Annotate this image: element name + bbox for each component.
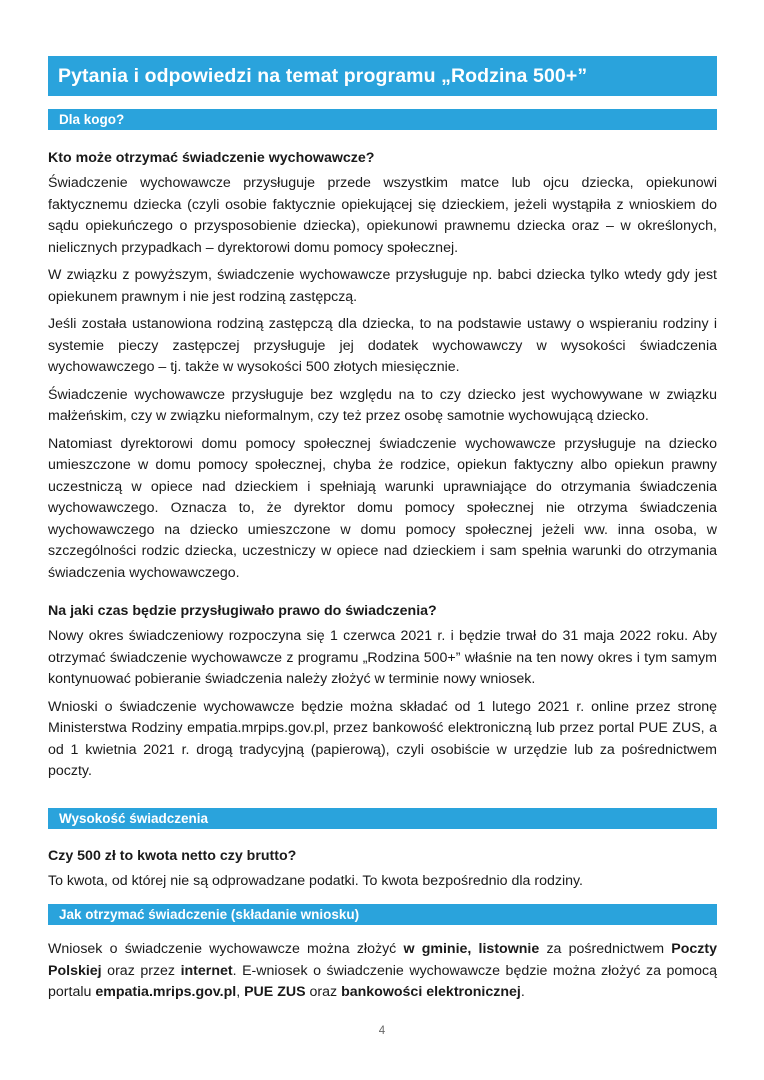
section-heading-who: Dla kogo? [48,109,717,130]
paragraph: Natomiast dyrektorowi domu pomocy społecznej świadczenie wychowawcze przysługuje na dziecko umieszczone w domu pomocy społecznej, chyba że rodzice, opiekun faktyczny albo opiekun prawny uczestniczą w opiece nad dzieckiem i spełniają warunki uprawniające do otrzymania świadczenia wychowawczego. Oznacza to, że dyrektor domu pomocy społecznej nie otrzyma świadczenia wychowawczego na dziecko umieszczone w domu pomocy społecznej jeżeli ww. inna osoba, w szczególności rodzic dziecka, uczestniczy w opiece nad dzieckiem i sam spełnia warunki do otrzymania świadczenia wychowawczego. [48,435,717,581]
bold-text: internet [180,962,233,979]
bold-text: PUE ZUS [244,984,306,1000]
question-who-eligible: Kto może otrzymać świadczenie wychowawcze? [48,150,375,166]
paragraph: Jeśli została ustanowiona rodziną zastępczą dla dziecka, to na podstawie ustawy o wspieraniu rodziny i systemie pieczy zastępczej przysługuje jej dodatek wychowawczy w wysokości świadczenia wychowawczego – tj. także w wysokości 500 złotych miesięcznie. [48,316,717,375]
paragraph-apply [48,939,717,1004]
text-span: . E-wniosek o świadczenie wychowawcze będzie można złożyć za pomocą portalu [48,962,717,1000]
page-title: Pytania i odpowiedzi na temat programu „Rodzina 500+” [48,56,717,96]
page-number: 4 [378,1025,386,1037]
paragraph: Świadczenie wychowawcze przysługuje przede wszystkim matce lub ojcu dziecka, opiekunowi faktycznemu dziecka (czyli osobie faktycznie opiekującej się dzieckiem, jeżeli wystąpiła z wnioskiem do sądu opiekuńczego o przysposobienie dziecka), opiekunowi prawnemu dziecka oraz – w określonych, nielicznych przypadkach – dyrektorowi domu pomocy społecznej. [48,175,717,256]
question-duration: Na jaki czas będzie przysługiwało prawo do świadczenia? [48,603,437,619]
document-page [48,56,717,1004]
text-span: , [236,984,245,1000]
section-heading-apply: Jak otrzymać świadczenie (składanie wniosku) [48,904,717,925]
paragraph: To kwota, od której nie są odprowadzane podatki. To kwota bezpośrednio dla rodziny. [48,872,583,889]
bold-text: empatia.mrips.gov.pl [95,984,237,1000]
text-span: . [520,984,525,1000]
paragraph: Nowy okres świadczeniowy rozpoczyna się 1 czerwca 2021 r. i będzie trwał do 31 maja 2022 roku. Aby otrzymać świadczenie wychowawcze z programu „Rodzina 500+” właśnie na ten nowy okres i tym samym kontynuować pobieranie świadczenia należy złożyć w terminie nowy wniosek. [48,628,717,687]
bold-text: Poczty Polskiej [48,941,717,979]
section-heading-amount: Wysokość świadczenia [48,808,717,829]
text-span: Wniosek o świadczenie wychowawcze można złożyć [48,941,404,957]
paragraph: Świadczenie wychowawcze przysługuje bez względu na to czy dziecko jest wychowywane w związku małżeńskim, czy w związku nieformalnym, czy też przez osobę samotnie wychowującą dziecko. [48,386,717,424]
text-span: za pośrednictwem [539,941,672,957]
paragraph: W związku z powyższym, świadczenie wychowawcze przysługuje np. babci dziecka tylko wtedy gdy jest opiekunem prawnym i nie jest rodziną zastępczą. [48,267,717,305]
text-span: oraz przez [101,962,181,979]
bold-text: bankowości elektronicznej [341,984,521,1000]
paragraph: Wnioski o świadczenie wychowawcze będzie można składać od 1 lutego 2021 r. online przez stronę Ministerstwa Rodziny empatia.mrpips.gov.pl, przez bankowość elektroniczną lub przez portal PUE ZUS, a od 1 kwietnia 2021 r. drogą tradycyjną (papierową), czyli osobiście w urzędzie lub za pośrednictwem poczty. [48,698,717,779]
bold-text: w gminie, listownie [403,941,540,957]
question-net-gross: Czy 500 zł to kwota netto czy brutto? [48,847,297,864]
text-span: oraz [305,984,342,1000]
